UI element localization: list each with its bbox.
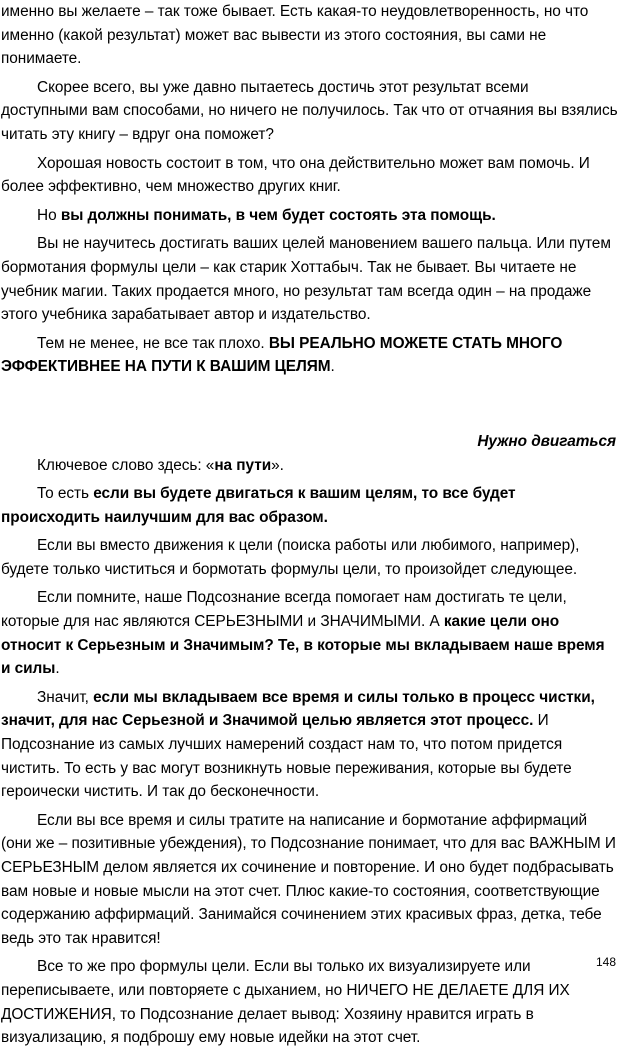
paragraph-text: Вы не научитесь достигать ваших целей мановением вашего пальца. Или путем бормотания формулы цели – как старик Хоттабыч. Так не бывает. Вы читаете не учебник магии. Таких продается много, но результат там всегда один – на продаже этого учебника зарабатывает автор и издательство. [1, 235, 611, 324]
paragraph-bold-text: ВЫ РЕАЛЬНО МОЖЕТЕ СТАТЬ МНОГО ЭФФЕКТИВНЕЕ НА ПУТИ К ВАШИМ ЦЕЛЯМ [1, 334, 563, 376]
paragraph-text: . [55, 660, 60, 678]
paragraph-text: Тем не менее, не все так плохо. [37, 334, 269, 352]
paragraph-bold-text: вы должны понимать, в чем будет состоять эта помощь. [60, 206, 496, 224]
paragraph-text: Скорее всего, вы уже давно пытаетесь достичь этот результат всеми доступными вам способами, но ничего не получилось. Так что от отчаяния вы взялись читать эту книгу – вдруг она поможет? [1, 78, 618, 143]
paragraph-1 [1, 0, 618, 71]
page-body [1, 0, 618, 1055]
page-number: 148 [595, 955, 616, 969]
paragraph-8 [1, 482, 618, 529]
paragraph-text: То есть [37, 485, 94, 503]
paragraph-text: Если вы все время и силы тратите на написание и бормотание аффирмаций (они же – позитивные убеждения), то Подсознание понимает, что для вас ВАЖНЫМ И СЕРЬЕЗНЫМ делом является их сочинение и повторение. И оно будет подбрасывать вам новые и новые мысли на этот счет. Плюс какие-то состояния, соответствующие содержанию аффирмаций. Занимайся сочинением этих красивых фраз, детка, тебе ведь это так нравится! [1, 811, 616, 947]
paragraph-text: Хорошая новость состоит в том, что она действительно может вам помочь. И более эффективно, чем множество других книг. [1, 154, 590, 196]
paragraph-5 [1, 232, 618, 326]
paragraph-9 [1, 534, 618, 581]
paragraph-6 [1, 332, 618, 379]
paragraph-text: ». [271, 456, 284, 474]
paragraph-text: Если помните, наше Подсознание всегда помогает нам достигать те цели, которые для нас являются СЕРЬЕЗНЫМИ и ЗНАЧИМЫМИ. А [1, 589, 567, 631]
paragraph-2 [1, 76, 618, 147]
paragraph-4 [1, 204, 618, 228]
paragraph-text: И Подсознание из самых лучших намерений создаст нам то, что потом придется чистить. То есть у вас могут возникнуть новые переживания, которые вы будете героически чистить. И так до бесконечности. [1, 712, 572, 801]
paragraph-12 [1, 809, 618, 951]
paragraph-text: Если вы вместо движения к цели (поиска работы или любимого, например), будете только чиститься и бормотать формулы цели, то произойдет следующее. [1, 537, 580, 578]
paragraph-text: Но [37, 206, 61, 224]
section-heading: Нужно двигаться [477, 432, 616, 450]
paragraph-text: Ключевое слово здесь: « [37, 456, 215, 474]
paragraph-bold-text: какие цели оно относит к Серьезным и Значимым? Те, в которые мы вкладываем наше время и силы [1, 613, 605, 678]
paragraph-text: Все то же про формулы цели. Если вы только их визуализируете или переписываете, или повторяете с дыханием, но НИЧЕГО НЕ ДЕЛАЕТЕ ДЛЯ ИХ ДОСТИЖЕНИЯ, то Подсознание делает вывод: Хозяину нравится играть в визуализацию, я подброшу ему новые идейки на этот счет. [1, 958, 570, 1047]
paragraph-bold-text: если вы будете двигаться к вашим целям, то все будет происходить наилучшим для вас образом. [1, 485, 516, 526]
paragraph-11 [1, 686, 618, 804]
paragraph-7 [1, 454, 618, 478]
paragraph-text: . [330, 358, 335, 376]
paragraph-text: именно вы желаете – так тоже бывает. Есть какая-то неудовлетворенность, но что именно (какой результат) может вас вывести из этого состояния, вы сами не понимаете. [1, 3, 589, 68]
paragraph-3 [1, 152, 618, 199]
paragraph-bold-text: на пути [214, 456, 272, 474]
paragraph-13 [1, 955, 618, 1049]
paragraph-text: Значит, [37, 688, 94, 706]
paragraph-bold-text: если мы вкладываем все время и силы только в процесс чистки, значит, для нас Серьезной и Значимой целью является этот процесс. [1, 688, 595, 730]
paragraph-10 [1, 586, 618, 680]
